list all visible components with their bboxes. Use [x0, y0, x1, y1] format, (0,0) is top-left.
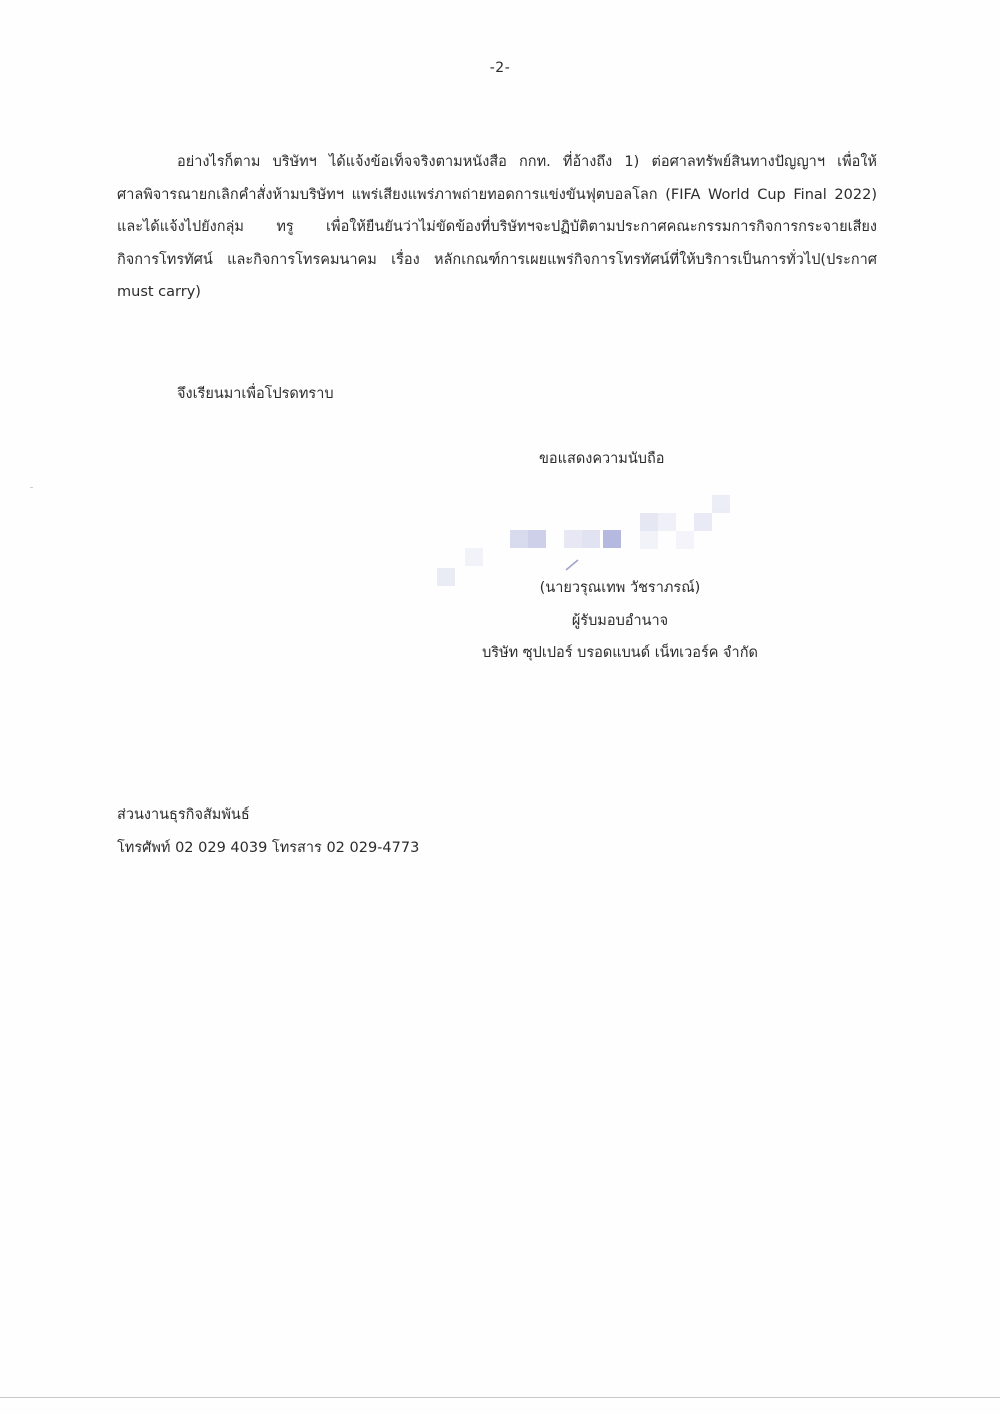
- signature-image: [430, 490, 750, 590]
- footer-contact: โทรศัพท์ 02 029 4039 โทรสาร 02 029-4773: [117, 840, 420, 856]
- blurred-signature: [437, 495, 730, 586]
- paragraph-line: และได้แจ้งไปยังกลุ่ม ทรู เพื่อให้ยืนยันว่าไม่ขัดข้องที่บริษัทฯจะปฏิบัติตามประกาศคณะกรรมการกิจการกระจายเสียง: [117, 219, 877, 235]
- paragraph-line: ศาลพิจารณายกเลิกคำสั่งห้ามบริษัทฯ แพร่เสียงแพร่ภาพถ่ายทอดการแข่งขันฟุตบอลโลก (FIFA World Cup Final 2022): [117, 187, 877, 203]
- paragraph-line: กิจการโทรทัศน์ และกิจการโทรคมนาคม เรื่อง หลักเกณฑ์การเผยแพร่กิจการโทรทัศน์ที่ให้บริการเป็นการทั่วไป(ประกาศ: [117, 252, 877, 268]
- closing-statement: จึงเรียนมาเพื่อโปรดทราบ: [177, 386, 334, 402]
- signatory-position: ผู้รับมอบอำนาจ: [571, 613, 669, 629]
- paragraph-line: must carry): [117, 284, 201, 300]
- scan-bottom-edge: [0, 1397, 1000, 1398]
- scan-mark: [30, 487, 33, 488]
- page-number: -2-: [489, 60, 511, 76]
- signatory-name: (นายวรุณเทพ วัชราภรณ์): [539, 580, 701, 596]
- paragraph-line: อย่างไรก็ตาม บริษัทฯ ได้แจ้งข้อเท็จจริงตามหนังสือ กกท. ที่อ้างถึง 1) ต่อศาลทรัพย์สินทางปัญญาฯ เพื่อให้: [177, 154, 877, 170]
- footer-department: ส่วนงานธุรกิจสัมพันธ์: [117, 807, 250, 823]
- signatory-company: บริษัท ซุปเปอร์ บรอดแบนด์ เน็ทเวอร์ค จำกัด: [482, 645, 758, 661]
- regards-line: ขอแสดงความนับถือ: [539, 451, 665, 467]
